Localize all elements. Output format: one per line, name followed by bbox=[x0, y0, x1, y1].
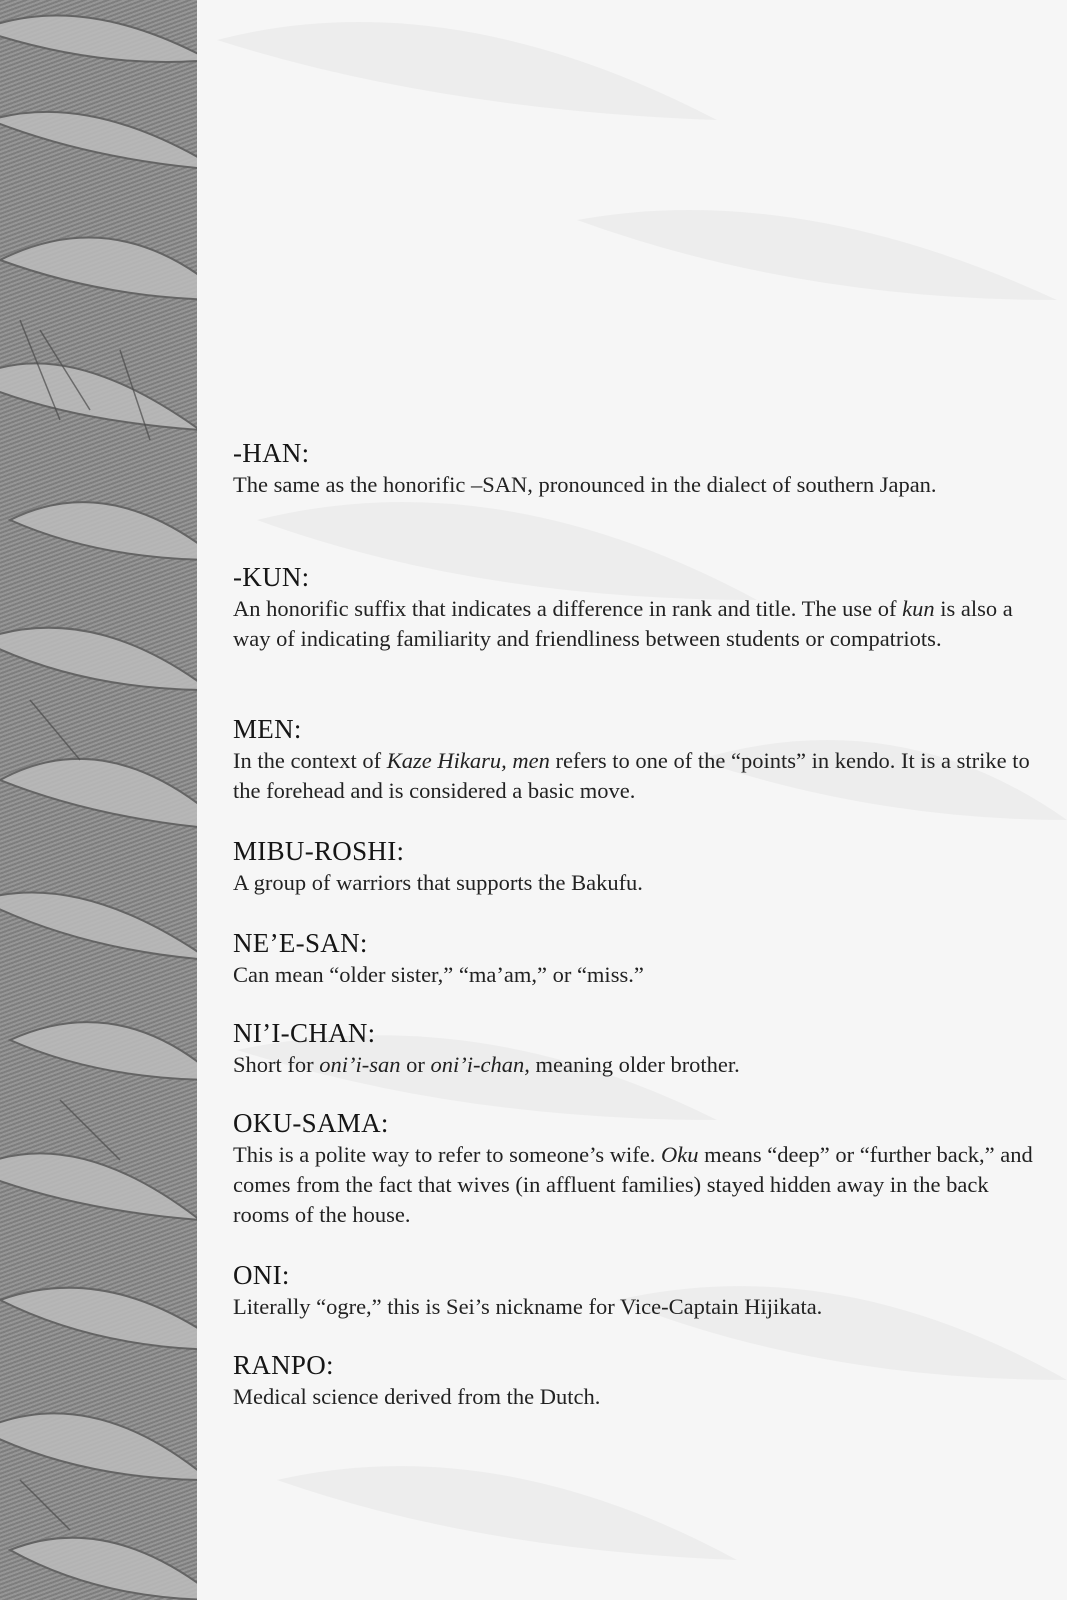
definition-text: means “deep” or “further back,” and comes from the fact that wives (in affluent families) stayed hidden away in the back rooms of the house. bbox=[233, 1142, 1033, 1227]
definition-text: This is a polite way to refer to someone’s wife. bbox=[233, 1142, 662, 1167]
definition-men bbox=[233, 746, 1033, 806]
term-kun: -KUN: bbox=[233, 562, 310, 592]
definition-text: In the context of bbox=[233, 748, 387, 773]
term-nee-san: NE’E-SAN: bbox=[233, 928, 368, 958]
definition-text: An honorific suffix that indicates a difference in rank and title. The use of bbox=[233, 596, 903, 621]
glossary-entry-nee-san bbox=[233, 926, 1033, 990]
definition-text: Short for bbox=[233, 1052, 320, 1077]
definition-oni: Literally “ogre,” this is Sei’s nickname for Vice-Captain Hijikata. bbox=[233, 1294, 823, 1319]
definition-italic: men bbox=[512, 748, 550, 773]
definition-italic: Kaze Hikaru, bbox=[386, 748, 507, 773]
term-ranpo: RANPO: bbox=[233, 1350, 334, 1380]
glossary-entry-kun bbox=[233, 560, 1033, 654]
definition-italic: Oku bbox=[661, 1142, 699, 1167]
term-nii-chan: NI’I-CHAN: bbox=[233, 1018, 376, 1048]
glossary-entry-han bbox=[233, 436, 1033, 500]
glossary-entry-ranpo bbox=[233, 1348, 1033, 1412]
definition-text: is also a way of indicating familiarity and friendliness between students or compatriots. bbox=[233, 596, 1013, 651]
decorative-leaf-panel bbox=[0, 0, 197, 1600]
definition-italic: oni’i-san bbox=[319, 1052, 401, 1077]
definition-mibu-roshi: A group of warriors that supports the Bakufu. bbox=[233, 870, 643, 895]
definition-oku-sama bbox=[233, 1140, 1033, 1230]
definition-text: meaning older brother. bbox=[529, 1052, 740, 1077]
glossary-entry-nii-chan bbox=[233, 1016, 1033, 1080]
term-oku-sama: OKU-SAMA: bbox=[233, 1108, 389, 1138]
definition-italic: kun bbox=[902, 596, 935, 621]
definition-text: refers to one of the “points” in kendo. It is a strike to the forehead and is considered a basic move. bbox=[233, 748, 1030, 803]
term-men: MEN: bbox=[233, 714, 302, 744]
glossary-entry-oni bbox=[233, 1258, 1033, 1322]
term-oni: ONI: bbox=[233, 1260, 290, 1290]
glossary-entry-oku-sama bbox=[233, 1106, 1033, 1230]
definition-nii-chan bbox=[233, 1050, 1033, 1080]
term-mibu-roshi: MIBU-ROSHI: bbox=[233, 836, 405, 866]
leaf-pattern-illustration bbox=[0, 0, 197, 1600]
definition-ranpo: Medical science derived from the Dutch. bbox=[233, 1384, 601, 1409]
definition-kun bbox=[233, 594, 1033, 654]
definition-han: The same as the honorific –SAN, pronounced in the dialect of southern Japan. bbox=[233, 472, 937, 497]
glossary-entry-men bbox=[233, 712, 1033, 806]
definition-italic: oni’i-chan, bbox=[430, 1052, 530, 1077]
glossary-entry-mibu-roshi bbox=[233, 834, 1033, 898]
term-han: -HAN: bbox=[233, 438, 310, 468]
definition-nee-san: Can mean “older sister,” “ma’am,” or “miss.” bbox=[233, 962, 644, 987]
definition-text: or bbox=[400, 1052, 431, 1077]
